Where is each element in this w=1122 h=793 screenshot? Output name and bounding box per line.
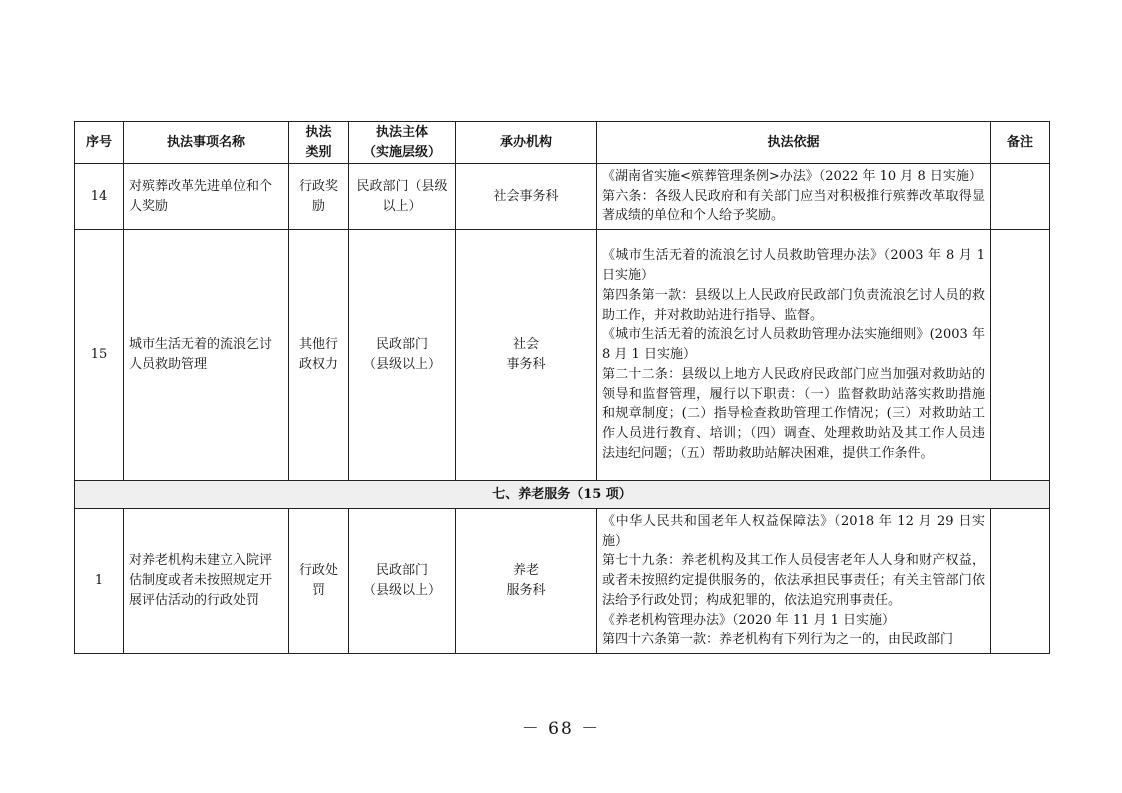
section-row (75, 481, 1050, 509)
basis-paragraph: 《城市生活无着的流浪乞讨人员救助管理办法》（2003 年 8 月 1 日实施） (602, 248, 985, 283)
row-subject (349, 509, 456, 654)
basis-paragraph: 《湖南省实施<殡葬管理条例>办法》（2022 年 10 月 8 日实施） (602, 168, 982, 184)
header-type-line1: 执法 (305, 124, 332, 140)
row-dept (456, 509, 597, 654)
row-type: 行政奖励 (289, 164, 349, 230)
row-type: 行政处罚 (289, 509, 349, 654)
section-title: 七、养老服务（15 项） (75, 481, 1050, 509)
row-basis (597, 509, 991, 654)
page-number: － 68 － (521, 719, 601, 739)
row-remark (991, 230, 1050, 481)
table-row (75, 230, 1050, 481)
table-header-row (75, 122, 1050, 164)
header-type-line2: 类别 (305, 144, 332, 160)
row-dept-line2: 服务科 (506, 583, 546, 598)
basis-paragraph: 第七十九条：养老机构及其工作人员侵害老年人人身和财产权益，或者未按照约定提供服务的，依法承担民事责任；有关主管部门依法给予行政处罚；构成犯罪的，依法追究刑事责任。 (602, 553, 985, 608)
row-dept-line2: 事务科 (506, 357, 546, 372)
row-basis (597, 230, 991, 481)
header-subject (349, 122, 456, 164)
header-basis: 执法依据 (597, 122, 991, 164)
row-name: 对殡葬改革先进单位和个人奖励 (124, 164, 289, 230)
table-row (75, 164, 1050, 230)
row-remark (991, 164, 1050, 230)
row-subject: 民政部门（县级以上） (349, 164, 456, 230)
row-subject (349, 230, 456, 481)
row-dept-line1: 养老 (512, 563, 539, 578)
header-subject-line1: 执法主体 (375, 124, 428, 140)
header-no: 序号 (75, 122, 124, 164)
row-subject-line1: 民政部门 (375, 563, 428, 578)
header-remark: 备注 (991, 122, 1050, 164)
basis-paragraph: 《中华人民共和国老年人权益保障法》（2018 年 12 月 29 日实施） (602, 513, 985, 549)
row-dept: 社会事务科 (456, 164, 597, 230)
row-basis (597, 164, 991, 230)
basis-paragraph: 第四条第一款：县级以上人民政府民政部门负责流浪乞讨人员的救助工作，并对救助站进行指导、监督。 (602, 287, 985, 323)
enforcement-table (74, 121, 1050, 654)
row-name: 城市生活无着的流浪乞讨人员救助管理 (124, 230, 289, 481)
row-subject-line2: （县级以上） (362, 583, 441, 598)
row-name: 对养老机构未建立入院评估制度或者未按照规定开展评估活动的行政处罚 (124, 509, 289, 654)
header-subject-line2: （实施层级） (362, 144, 441, 160)
row-no: 1 (75, 509, 124, 654)
basis-paragraph: 第六条：各级人民政府和有关部门应当对积极推行殡葬改革取得显著成绩的单位和个人给予奖励。 (602, 188, 985, 224)
row-subject-line2: （县级以上） (362, 357, 441, 372)
row-subject-line1: 民政部门 (375, 337, 428, 352)
row-type: 其他行政权力 (289, 230, 349, 481)
header-type (289, 122, 349, 164)
basis-paragraph: 《城市生活无着的流浪乞讨人员救助管理办法实施细则》(2003 年 8 月 1 日实施） (602, 327, 985, 363)
table-row (75, 509, 1050, 654)
header-dept: 承办机构 (456, 122, 597, 164)
row-dept (456, 230, 597, 481)
basis-paragraph: 第二十二条：县级以上地方人民政府民政部门应当加强对救助站的领导和监督管理，履行以下职责：（一）监督救助站落实救助措施和规章制度；(二）指导检查救助管理工作情况；(三）对救助站工作人员进行教育、培训；（四）调查、处理救助站及其工作人员违法违纪问题；（五）帮助救助站解决困难，提供工作条件。 (602, 366, 985, 462)
basis-paragraph: 第四十六条第一款：养老机构有下列行为之一的，由民政部门 (602, 632, 954, 648)
header-name: 执法事项名称 (124, 122, 289, 164)
row-no: 15 (75, 230, 124, 481)
basis-paragraph: 《养老机构管理办法》（2020 年 11 月 1 日实施） (602, 612, 896, 628)
row-remark (991, 509, 1050, 654)
row-no: 14 (75, 164, 124, 230)
row-dept-line1: 社会 (512, 337, 539, 352)
